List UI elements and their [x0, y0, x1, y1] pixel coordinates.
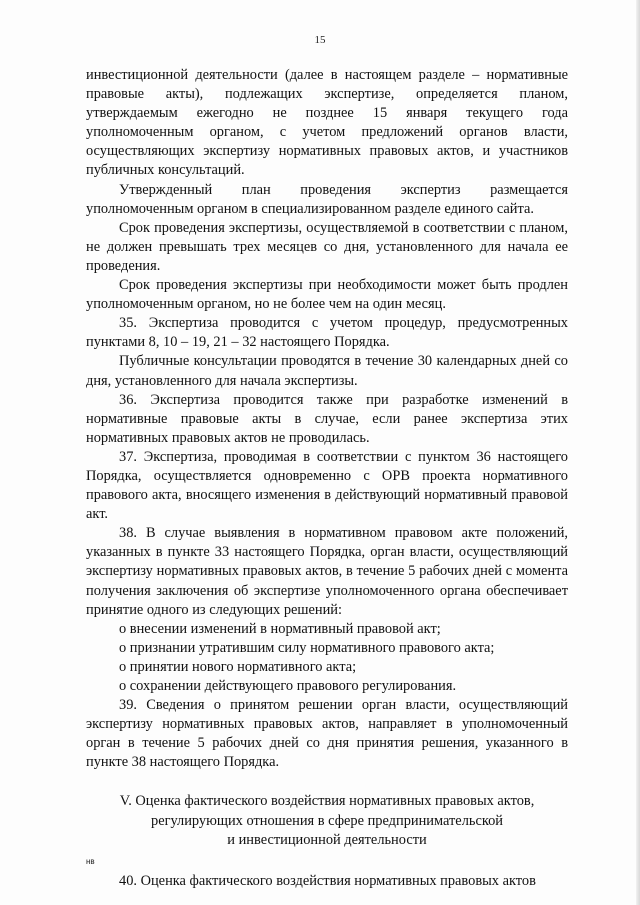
- footer-mark: нв: [86, 857, 95, 866]
- page-edge: [636, 0, 640, 905]
- paragraph-term-extension: Срок проведения экспертизы при необходимости может быть продлен уполномоченным органом, но не более чем на один месяц.: [86, 277, 568, 313]
- list-item: о принятии нового нормативного акта;: [119, 658, 357, 675]
- paragraph-38: 38. В случае выявления в нормативном правовом акте положений, указанных в пункте 33 настоящего Порядка, орган власти, осуществляющий экспертизу нормативных правовых актов, в течение 5 рабочих дней с момента получения заключения об экспертизе уполномоченного органа обеспечивает принятие одного из следующих решений:: [86, 525, 568, 618]
- paragraph-plan-placement: Утвержденный план проведения экспертиз размещается уполномоченным органом в специализированном разделе единого сайта.: [86, 181, 568, 217]
- paragraph-public-consultations: Публичные консультации проводятся в течение 30 календарных дней со дня, установленного для начала экспертизы.: [86, 353, 568, 389]
- page-number: 15: [314, 34, 326, 46]
- paragraph-term: Срок проведения экспертизы, осуществляемой в соответствии с планом, не должен превышать трех месяцев со дня, установленного для начала ее проведения.: [86, 219, 568, 274]
- paragraph-36: 36. Экспертиза проводится также при разработке изменений в нормативные правовые акты в случае, если ранее экспертиза этих нормативных правовых актов не проводилась.: [86, 391, 568, 446]
- document-body: [86, 66, 568, 891]
- list-item: о внесении изменений в нормативный правовой акт;: [119, 620, 441, 637]
- section-heading-line: V. Оценка фактического воздействия нормативных правовых актов,: [119, 793, 535, 810]
- paragraph-37: 37. Экспертиза, проводимая в соответствии с пунктом 36 настоящего Порядка, осуществляется одновременно с ОРВ проекта нормативного правового акта, вносящего изменения в действующий нормативный правовой акт.: [86, 448, 568, 523]
- list-item: о признании утратившим силу нормативного правового акта;: [119, 639, 495, 656]
- paragraph-continuation: инвестиционной деятельности (далее в настоящем разделе – нормативные правовые акты), подлежащих экспертизе, определяется планом, утверждаемым ежегодно не позднее 15 января текущего года уполномоченным органом, с учетом предложений органов власти, осуществляющих экспертизу нормативных правовых актов, и участников публичных консультаций.: [86, 67, 568, 179]
- paragraph-39: 39. Сведения о принятом решении орган власти, осуществляющий экспертизу нормативных правовых актов, направляет в уполномоченный орган в течение 5 рабочих дней со дня принятия решения, указанного в пункте 38 настоящего Порядка.: [86, 697, 568, 771]
- section-heading-line: и инвестиционной деятельности: [227, 831, 427, 848]
- section-heading-line: регулирующих отношения в сфере предпринимательской: [151, 812, 503, 829]
- list-item: о сохранении действующего правового регулирования.: [119, 678, 457, 694]
- paragraph-40: 40. Оценка фактического воздействия нормативных правовых актов: [119, 872, 536, 889]
- paragraph-35: 35. Экспертиза проводится с учетом процедур, предусмотренных пунктами 8, 10 – 19, 21 – 32 настоящего Порядка.: [86, 315, 568, 351]
- section-heading: [86, 792, 568, 849]
